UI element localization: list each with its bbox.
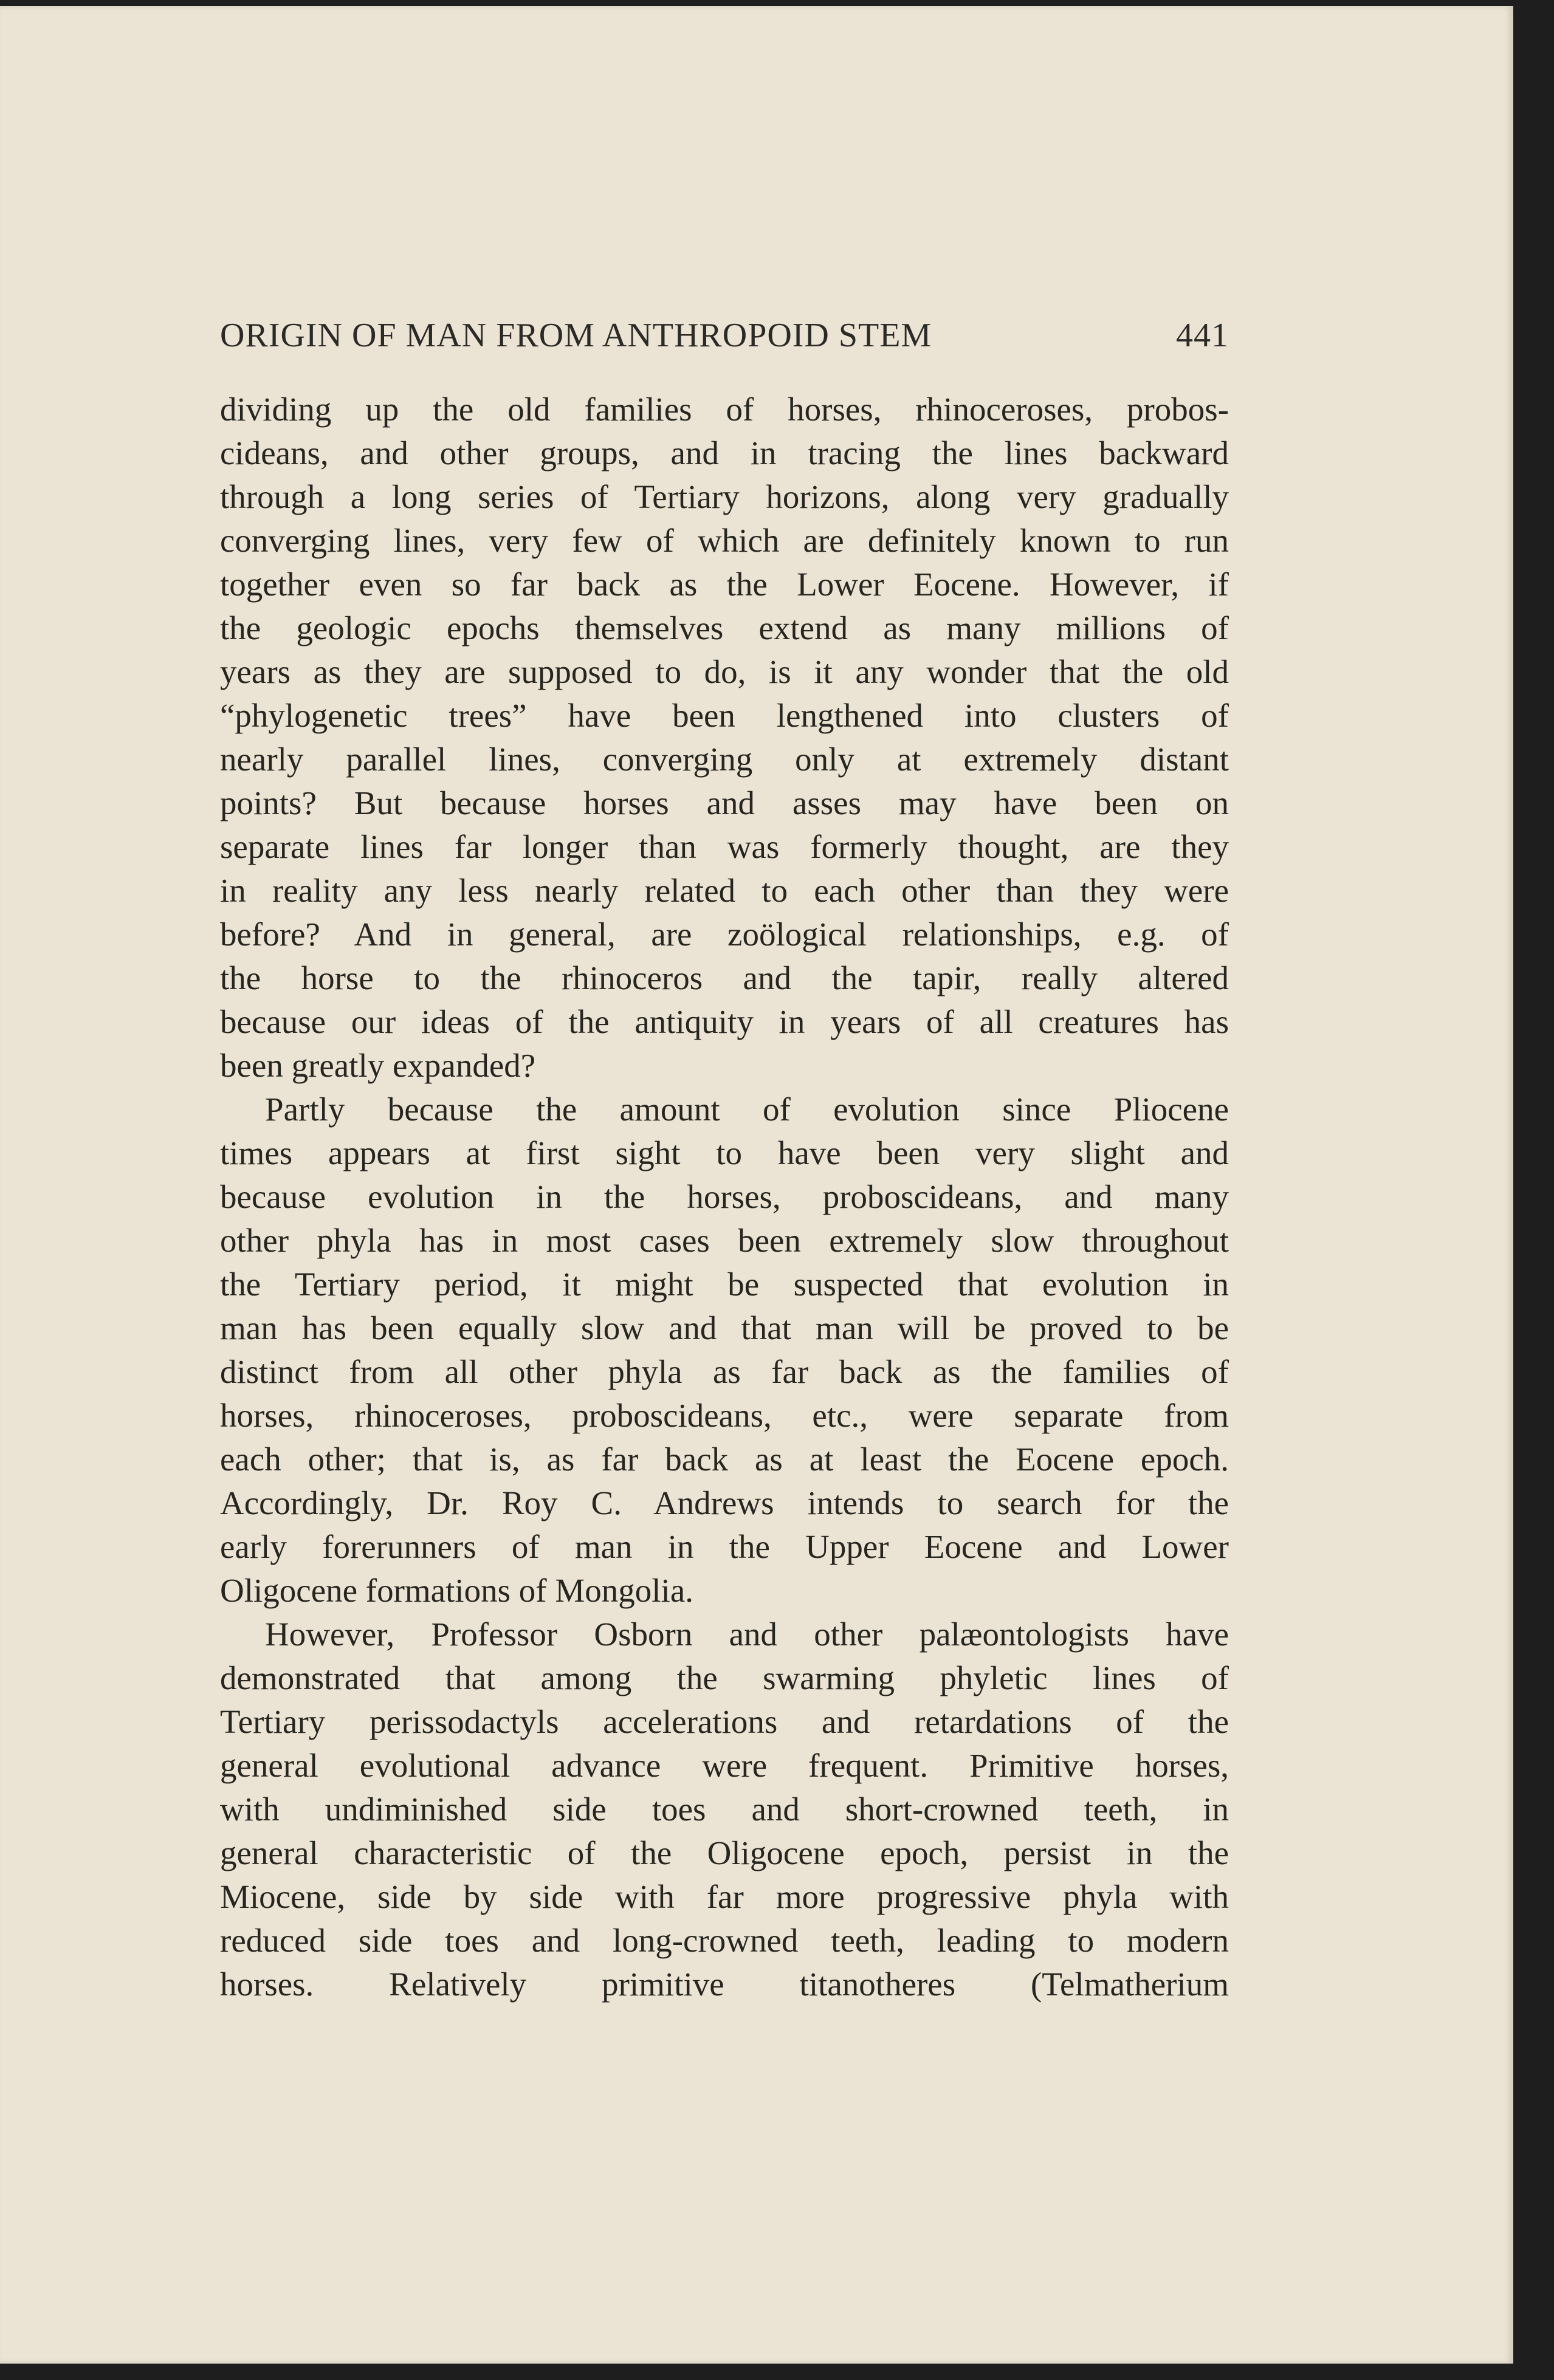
body-line: Oligocene formations of Mongolia. — [220, 1572, 693, 1609]
body-line: before? And in general, are zoölogical relationships, e.g. of — [220, 916, 1229, 953]
body-line: demonstrated that among the swarming phyletic lines of — [220, 1659, 1229, 1696]
body-line: in reality any less nearly related to each other than they were — [220, 872, 1229, 909]
body-line: Miocene, side by side with far more progressive phyla with — [220, 1878, 1229, 1915]
body-line: horses, rhinoceroses, proboscideans, etc., were separate from — [220, 1397, 1229, 1434]
body-line: Accordingly, Dr. Roy C. Andrews intends to search for the — [220, 1484, 1229, 1521]
body-line: the horse to the rhinoceros and the tapir, really altered — [220, 959, 1229, 996]
body-line: cideans, and other groups, and in tracing the lines backward — [220, 434, 1229, 472]
body-line: times appears at first sight to have been very slight and — [220, 1134, 1229, 1171]
body-line: the Tertiary period, it might be suspected that evolution in — [220, 1266, 1229, 1303]
page-number: 441 — [1176, 317, 1229, 354]
body-line: together even so far back as the Lower Eocene. However, if — [220, 566, 1229, 603]
body-line: separate lines far longer than was formerly thought, are they — [220, 828, 1229, 865]
body-line: each other; that is, as far back as at least the Eocene epoch. — [220, 1441, 1229, 1478]
body-line: because evolution in the horses, proboscideans, and many — [220, 1178, 1229, 1215]
body-line: reduced side toes and long-crowned teeth, leading to modern — [220, 1922, 1229, 1959]
body-line: nearly parallel lines, converging only at extremely distant — [220, 741, 1229, 778]
body-line: through a long series of Tertiary horizons, along very gradually — [220, 478, 1229, 515]
body-line: other phyla has in most cases been extremely slow throughout — [220, 1222, 1229, 1259]
body-line: horses. Relatively primitive titanotheres (Telmatherium — [220, 1966, 1229, 2003]
paragraph-first-line: Partly because the amount of evolution since Pliocene — [265, 1091, 1229, 1128]
body-line: Tertiary perissodactyls accelerations and retardations of the — [220, 1703, 1229, 1740]
body-line: converging lines, very few of which are definitely known to run — [220, 522, 1229, 559]
body-line: points? But because horses and asses may have been on — [220, 784, 1229, 821]
body-line: man has been equally slow and that man will be proved to be — [220, 1309, 1229, 1346]
body-line: dividing up the old families of horses, rhinoceroses, probos- — [220, 391, 1229, 428]
running-header — [220, 316, 1229, 358]
body-line: been greatly expanded? — [220, 1047, 536, 1084]
body-line: distinct from all other phyla as far back as the families of — [220, 1353, 1229, 1390]
body-line: general evolutional advance were frequent. Primitive horses, — [220, 1747, 1229, 1784]
running-title: ORIGIN OF MAN FROM ANTHROPOID STEM — [220, 317, 932, 354]
body-line: years as they are supposed to do, is it any wonder that the old — [220, 653, 1229, 690]
body-line: “phylogenetic trees” have been lengthened into clusters of — [220, 697, 1229, 734]
body-line: with undiminished side toes and short-crowned teeth, in — [220, 1791, 1229, 1828]
body-line: general characteristic of the Oligocene epoch, persist in the — [220, 1834, 1229, 1871]
book-page — [0, 6, 1513, 2364]
body-line: the geologic epochs themselves extend as many millions of — [220, 609, 1229, 646]
body-line: early forerunners of man in the Upper Eocene and Lower — [220, 1528, 1229, 1565]
paragraph-first-line: However, Professor Osborn and other palæontologists have — [265, 1616, 1229, 1653]
body-line: because our ideas of the antiquity in years of all creatures has — [220, 1003, 1229, 1040]
